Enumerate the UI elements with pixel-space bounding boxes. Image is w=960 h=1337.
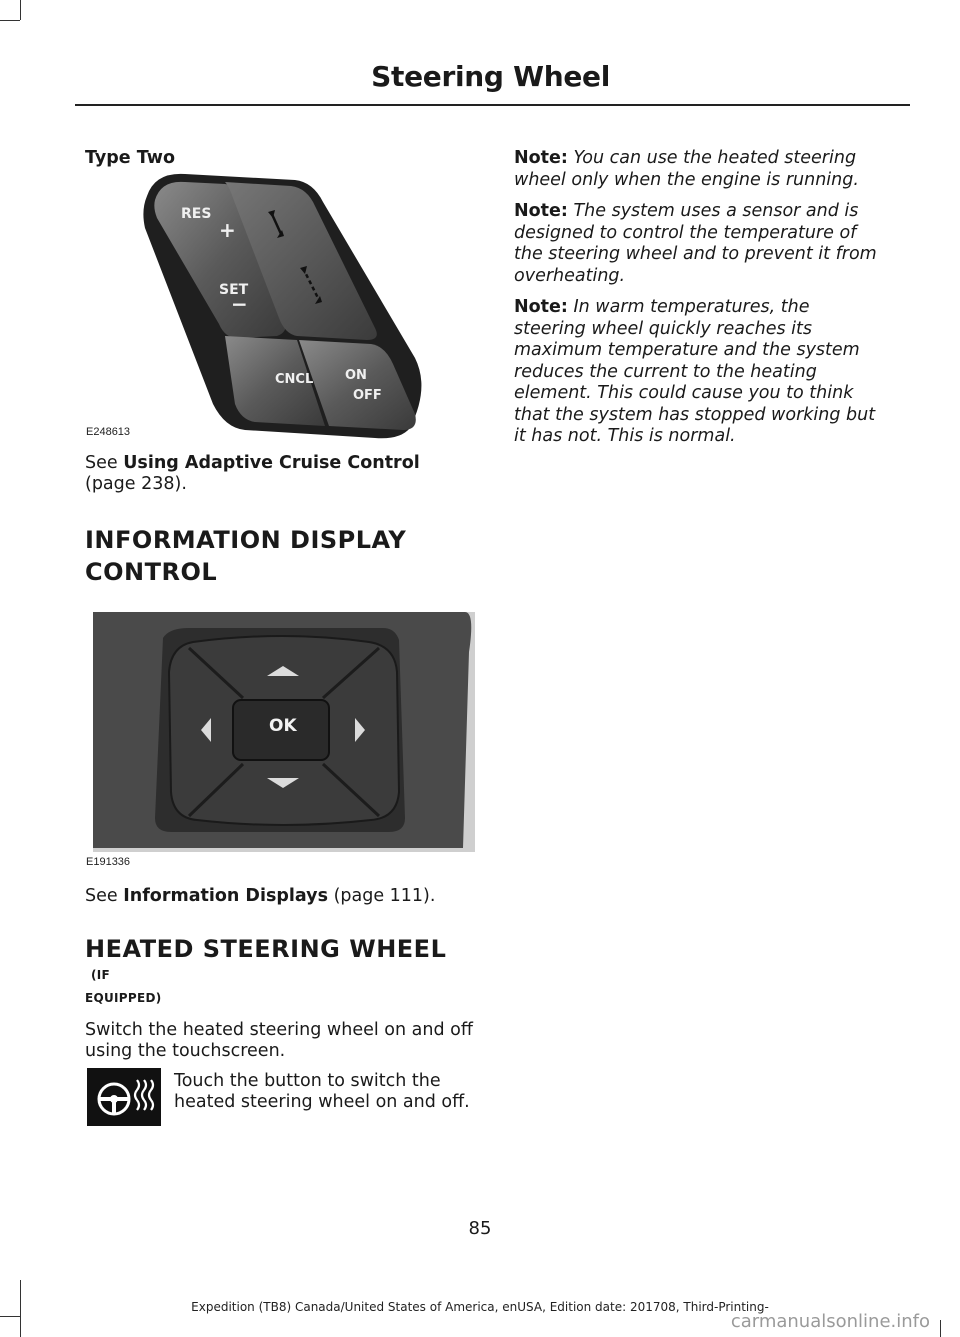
cruise-control-link[interactable]: Using Adaptive Cruise Control <box>123 453 420 473</box>
note-text: In warm temperatures, the steering wheel quickly reaches its maximum temperature and the system reduces the current to the heating element. This could cause you to think that the system has stopped working but it has not. This is normal. <box>514 297 876 446</box>
type-two-heading: Type Two <box>85 148 175 168</box>
see-prefix: See <box>85 453 124 473</box>
section-heading <box>85 525 406 587</box>
set-label: SET <box>219 282 249 298</box>
note-text: The system uses a sensor and is designed to control the temperature of the steering wheel and to prevent it from overheating. <box>514 201 877 286</box>
cruise-control-figure <box>85 168 475 443</box>
note-text: You can use the heated steering wheel only when the engine is running. <box>514 148 859 190</box>
note-sensor <box>514 201 879 287</box>
heated-steering-instruction: Touch the button to switch the heated steering wheel on and off. <box>174 1071 470 1112</box>
footer-edition: Expedition (TB8) Canada/United States of America, enUSA, Edition date: 201708, Third-Printing- <box>191 1300 769 1314</box>
see-cruise-control <box>85 453 475 495</box>
ok-button[interactable]: OK <box>269 716 297 736</box>
see-information-displays <box>85 886 475 907</box>
figure-code: E248613 <box>86 426 131 438</box>
note-label: Note: <box>514 148 568 168</box>
on-label: ON <box>345 368 367 383</box>
crop-mark <box>940 1320 941 1337</box>
see-prefix: See <box>85 886 124 906</box>
header-rule <box>75 104 910 106</box>
cncl-label: CNCL <box>275 372 314 387</box>
page-reference: (page 238). <box>85 474 187 494</box>
note-label: Note: <box>514 297 568 317</box>
heated-steering-wheel-icon <box>87 1068 161 1126</box>
page-header-title: Steering Wheel <box>371 60 610 93</box>
section-heading-line: INFORMATION DISPLAY <box>85 526 407 554</box>
cruise-control-buttons-illustration <box>85 168 475 443</box>
page-number: 85 <box>468 1218 492 1239</box>
figure-code: E191336 <box>86 856 131 868</box>
watermark: carmanualsonline.info <box>730 1311 930 1332</box>
heated-steering-paragraph: Switch the heated steering wheel on and off using the touchscreen. <box>85 1020 473 1061</box>
res-label: RES <box>181 206 212 222</box>
heated-steering-heading <box>85 934 475 1005</box>
crop-mark <box>20 0 21 20</box>
minus-label: − <box>231 292 248 316</box>
heated-steering-wheel-icon <box>87 1068 161 1126</box>
section-heading-line: CONTROL <box>85 558 218 586</box>
if-equipped-label: (IF <box>91 968 111 982</box>
plus-label: + <box>219 218 236 242</box>
information-display-figure <box>86 612 475 872</box>
note-engine-running <box>514 148 879 191</box>
right-column <box>514 148 879 458</box>
note-label: Note: <box>514 201 568 221</box>
page-reference: (page 111). <box>328 886 436 906</box>
note-warm-temperatures <box>514 297 879 448</box>
off-label: OFF <box>353 388 382 403</box>
heated-steering-title: HEATED STEERING WHEEL <box>85 935 447 963</box>
crop-mark <box>0 1316 20 1317</box>
crop-mark <box>0 20 20 21</box>
if-equipped-label: EQUIPPED) <box>85 991 162 1005</box>
information-displays-link[interactable]: Information Displays <box>123 886 328 906</box>
